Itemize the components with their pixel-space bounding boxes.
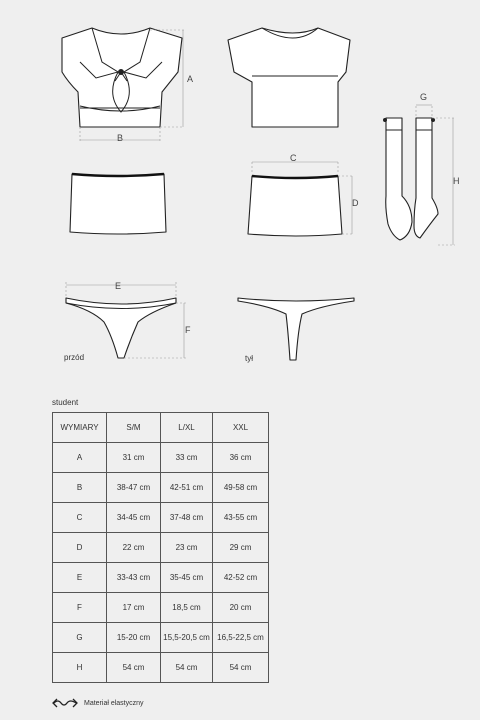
stockings-drawing [383,118,438,240]
legend [52,698,144,708]
column-header: L/XL [161,413,213,443]
thong-front-drawing [66,298,176,358]
table-row [53,443,269,473]
table-cell: H [53,653,107,683]
skirt-back-drawing [248,176,342,236]
table-cell: 42-52 cm [213,563,269,593]
size-table [52,412,269,683]
label-a: A [187,74,194,84]
table-cell: 15,5-20,5 cm [161,623,213,653]
table-cell: 33-43 cm [107,563,161,593]
top-front-drawing [62,28,182,127]
label-h: H [453,176,460,186]
table-cell: A [53,443,107,473]
table-cell: 54 cm [213,653,269,683]
table-cell: G [53,623,107,653]
table-cell: 43-55 cm [213,503,269,533]
table-row [53,623,269,653]
table-row [53,533,269,563]
table-cell: D [53,533,107,563]
table-cell: 35-45 cm [161,563,213,593]
table-row [53,503,269,533]
table-cell: 49-58 cm [213,473,269,503]
column-header: WYMIARY [53,413,107,443]
table-cell: 38-47 cm [107,473,161,503]
table-title: student [52,398,79,407]
table-row [53,593,269,623]
label-e: E [115,281,122,291]
table-cell: C [53,503,107,533]
skirt-front-drawing [70,174,166,234]
column-header: S/M [107,413,161,443]
caption-back: tył [245,354,253,363]
table-cell: 31 cm [107,443,161,473]
thong-back-drawing [238,298,354,360]
label-b: B [117,133,124,143]
label-f: F [185,325,191,335]
table-cell: 22 cm [107,533,161,563]
table-cell: 29 cm [213,533,269,563]
column-header: XXL [213,413,269,443]
table-cell: 54 cm [161,653,213,683]
label-c: C [290,153,297,163]
table-cell: 37-48 cm [161,503,213,533]
table-row [53,653,269,683]
legend-text: Materiał elastyczny [84,699,144,707]
table-cell: 16,5-22,5 cm [213,623,269,653]
label-g: G [420,92,428,102]
table-cell: 15-20 cm [107,623,161,653]
table-cell: E [53,563,107,593]
table-row [53,473,269,503]
table-row [53,563,269,593]
table-cell: 23 cm [161,533,213,563]
table-cell: 33 cm [161,443,213,473]
top-back-drawing [228,28,350,127]
table-cell: 36 cm [213,443,269,473]
table-cell: 17 cm [107,593,161,623]
table-cell: B [53,473,107,503]
caption-front: przód [64,353,85,362]
label-d: D [352,198,359,208]
table-cell: 54 cm [107,653,161,683]
table-cell: 18,5 cm [161,593,213,623]
table-cell: F [53,593,107,623]
elastic-arrows-icon [52,698,78,708]
table-cell: 34-45 cm [107,503,161,533]
table-cell: 42-51 cm [161,473,213,503]
table-header-row [53,413,269,443]
table-cell: 20 cm [213,593,269,623]
